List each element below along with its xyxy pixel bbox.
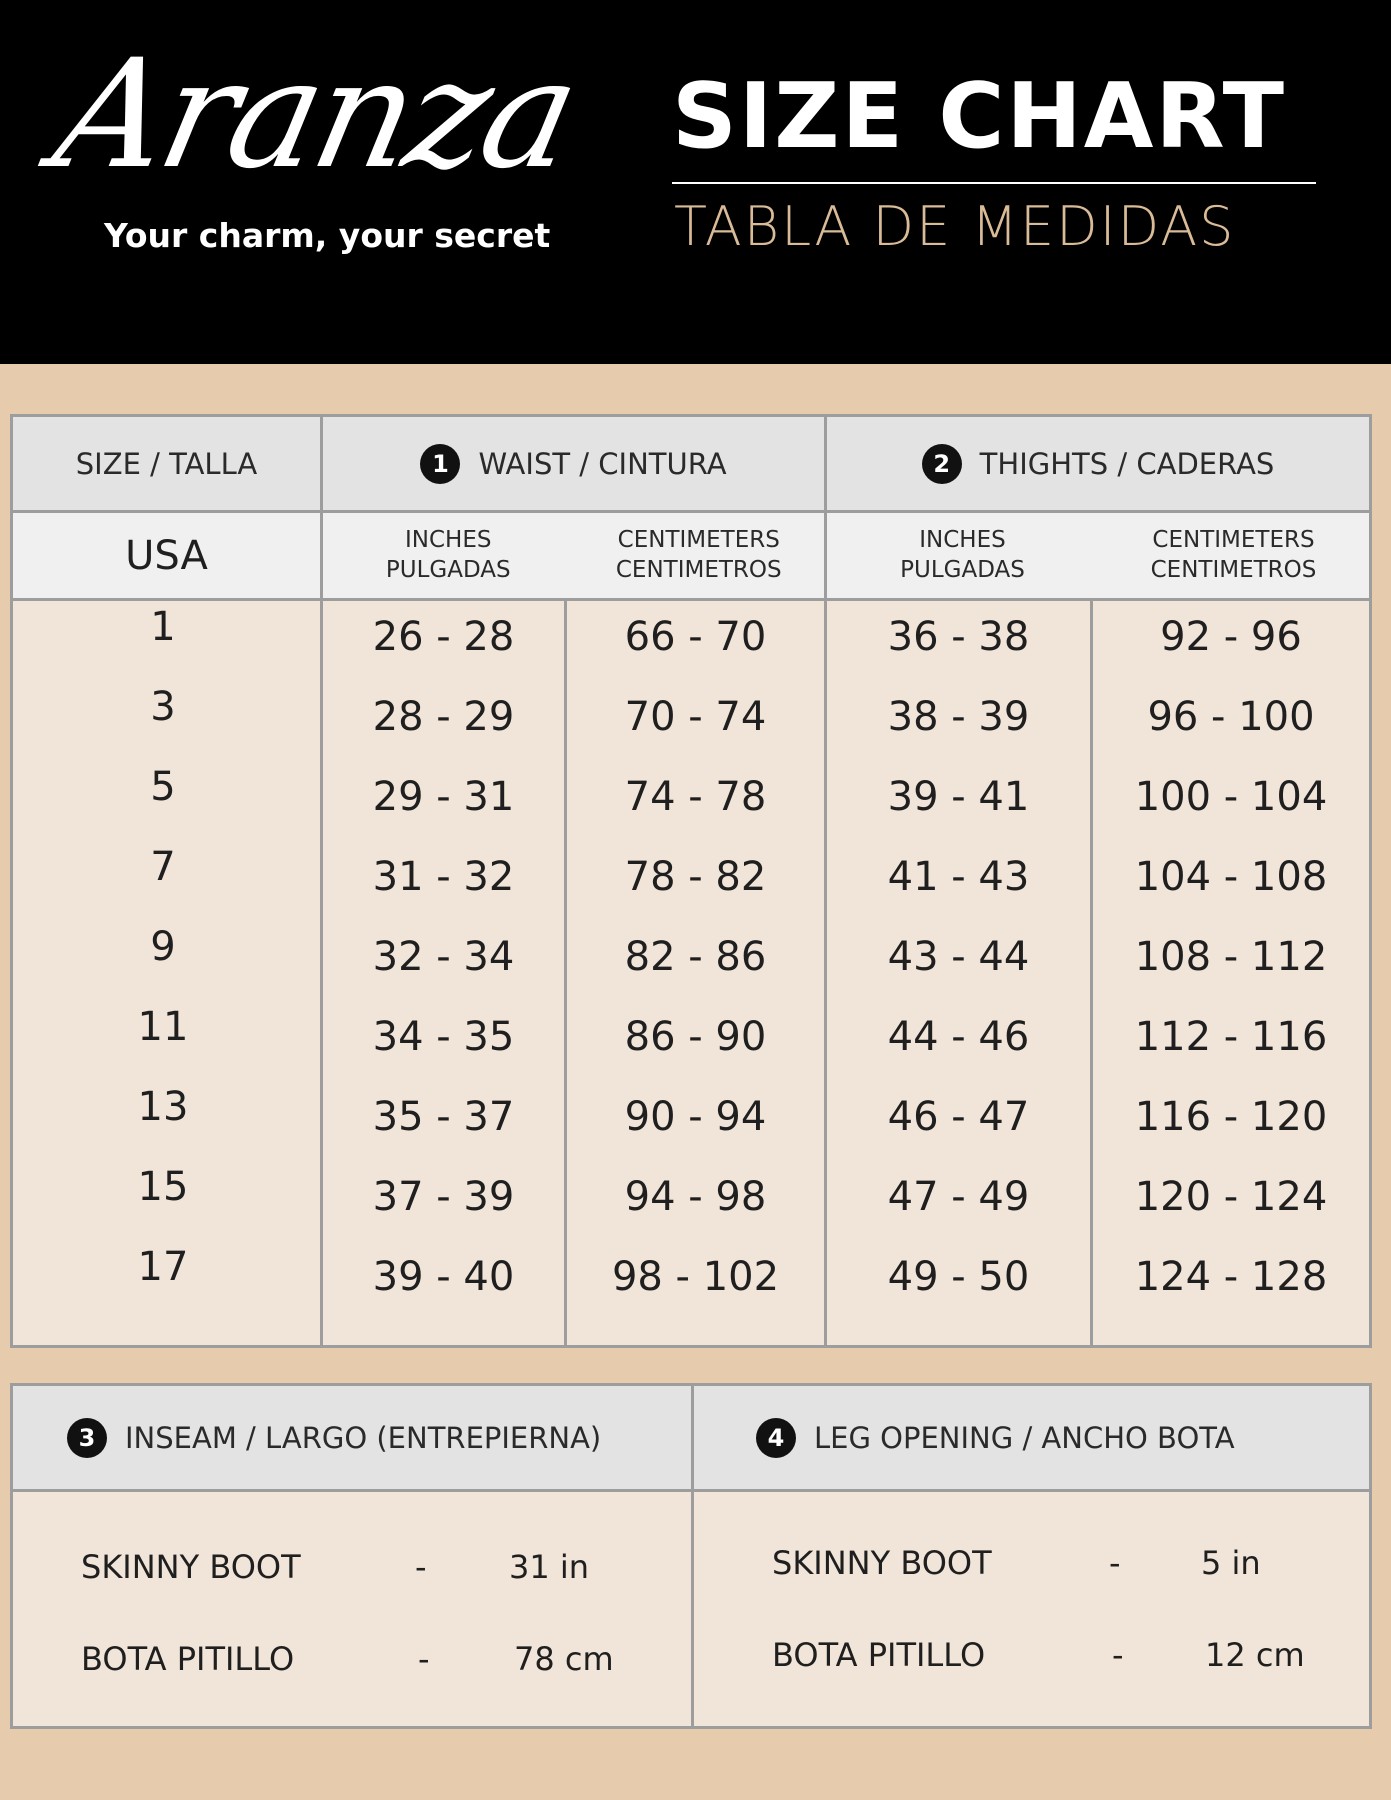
inseam-line-value: 31 in [509,1548,590,1586]
waist-cm-label [574,526,825,586]
measurement-value: 26 - 28 [372,614,515,660]
measurement-value: 47 - 49 [887,1174,1030,1220]
size-value: 7 [150,844,176,890]
measurement-value: 34 - 35 [372,1014,515,1060]
measurement-value: 39 - 40 [372,1254,515,1300]
waist-inches-label [323,526,574,586]
inches-label-es: PULGADAS [900,556,1025,583]
number-badge-4: 4 [756,1418,796,1458]
inseam-legopening-table [10,1383,1372,1729]
page-title: SIZE CHART [672,64,1287,169]
measurement-value: 39 - 41 [887,774,1030,820]
measurement-value: 124 - 128 [1134,1254,1328,1300]
measurement-value: 36 - 38 [887,614,1030,660]
measurement-value: 116 - 120 [1134,1094,1328,1140]
measurement-value: 28 - 29 [372,694,515,740]
cm-label-es: CENTIMETROS [615,556,782,583]
number-badge-2: 2 [922,444,962,484]
measurement-value: 70 - 74 [624,694,767,740]
measurement-value: 31 - 32 [372,854,515,900]
leg-opening-header-label: LEG OPENING / ANCHO BOTA [814,1420,1235,1455]
waist-header-label: WAIST / CINTURA [478,446,727,481]
size-table [10,414,1372,1348]
size-value: 1 [150,604,176,650]
measurement-value: 46 - 47 [887,1094,1030,1140]
measurement-value: 43 - 44 [887,934,1030,980]
size-value: 15 [137,1164,189,1210]
thighs-cm-label [1098,526,1369,586]
waist-header-cell [323,417,824,510]
usa-label: USA [125,532,208,579]
waist-units-cell [323,513,824,598]
measurement-value: 38 - 39 [887,694,1030,740]
measurement-value: 49 - 50 [887,1254,1030,1300]
measurement-value: 44 - 46 [887,1014,1030,1060]
number-badge-1: 1 [420,444,460,484]
number-badge-3: 3 [67,1418,107,1458]
measurement-value: 41 - 43 [887,854,1030,900]
measurement-value: 112 - 116 [1134,1014,1328,1060]
measurement-value: 35 - 37 [372,1094,515,1140]
measurement-value: 78 - 82 [624,854,767,900]
inches-label-en: INCHES [919,526,1006,553]
measurement-value: 104 - 108 [1134,854,1328,900]
thighs-header-label: THIGHTS / CADERAS [979,446,1275,481]
measurement-value: 98 - 102 [611,1254,780,1300]
measurement-value: 29 - 31 [372,774,515,820]
measurement-value: 100 - 104 [1134,774,1328,820]
measurement-value: 86 - 90 [624,1014,767,1060]
leg-opening-header-cell [694,1386,1369,1489]
inseam-line-name: BOTA PITILLO [81,1640,295,1678]
leg-opening-line-name: BOTA PITILLO [772,1636,986,1674]
size-value: 17 [137,1244,189,1290]
inseam-line-value: 78 cm [514,1640,614,1678]
size-value: 5 [150,764,176,810]
measurement-value: 82 - 86 [624,934,767,980]
cm-label-en: CENTIMETERS [1152,526,1315,553]
measurement-value: 90 - 94 [624,1094,767,1140]
measurement-value: 120 - 124 [1134,1174,1328,1220]
size-value: 13 [137,1084,189,1130]
thighs-header-cell [827,417,1369,510]
table-divider [691,1386,694,1726]
measurement-value: 92 - 96 [1160,614,1302,660]
inches-label-en: INCHES [405,526,492,553]
size-header-cell [13,417,320,510]
inseam-line-dash: - [415,1548,427,1586]
brand-tagline: Your charm, your secret [104,216,551,255]
inches-label-es: PULGADAS [385,556,511,583]
measurement-value: 74 - 78 [624,774,767,820]
inseam-header-label: INSEAM / LARGO (ENTREPIERNA) [125,1420,602,1455]
leg-opening-line-value: 12 cm [1205,1636,1305,1674]
measurement-value: 37 - 39 [372,1174,515,1220]
table-divider [13,510,1369,513]
table-divider [13,598,1369,601]
measurement-value: 94 - 98 [624,1174,767,1220]
cm-label-es: CENTIMETROS [1150,556,1317,583]
title-divider [672,182,1316,184]
brand-logo: Aranza [41,28,590,202]
leg-opening-line-value: 5 in [1201,1544,1261,1582]
header-banner [0,0,1391,364]
measurement-value: 108 - 112 [1134,934,1328,980]
size-value: 9 [150,924,176,970]
page-subtitle: TABLA DE MEDIDAS [674,195,1236,258]
leg-opening-line-dash: - [1112,1636,1124,1674]
measurement-value: 96 - 100 [1147,694,1315,740]
cm-label-en: CENTIMETERS [617,526,780,553]
usa-header-cell [13,513,320,598]
leg-opening-line-dash: - [1109,1544,1121,1582]
size-header-label: SIZE / TALLA [75,446,258,481]
inseam-header-cell [13,1386,691,1489]
thighs-units-cell [827,513,1369,598]
leg-opening-line-name: SKINNY BOOT [772,1544,992,1582]
thighs-inches-label [827,526,1098,586]
measurement-value: 32 - 34 [372,934,515,980]
size-value: 3 [150,684,176,730]
measurement-value: 66 - 70 [624,614,767,660]
inseam-line-dash: - [418,1640,430,1678]
inseam-line-name: SKINNY BOOT [81,1548,301,1586]
size-value: 11 [137,1004,189,1050]
